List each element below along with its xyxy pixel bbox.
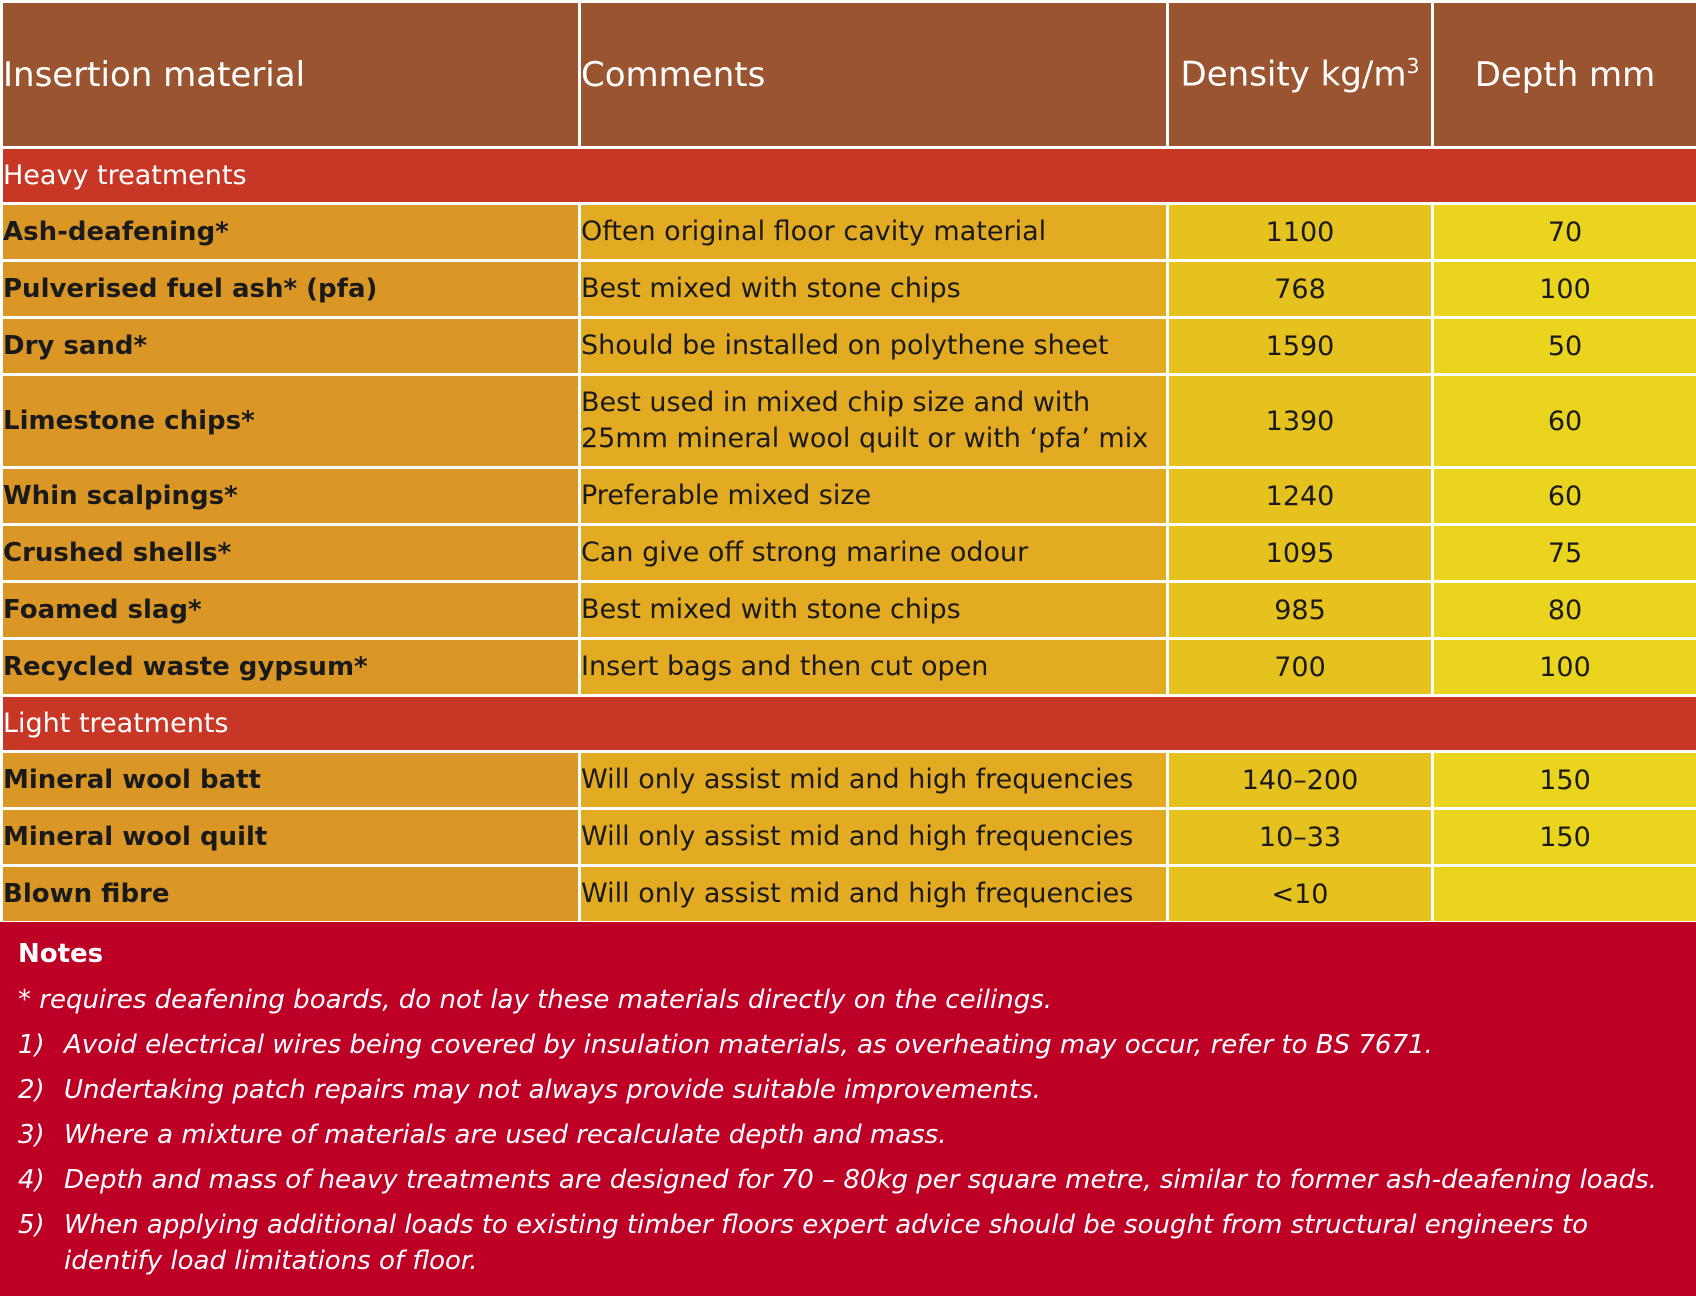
density-cell: 1240	[1168, 468, 1433, 525]
comment-cell: Can give off strong marine odour	[580, 525, 1168, 582]
note-number: 3)	[18, 1120, 45, 1150]
material-cell: Crushed shells*	[2, 525, 580, 582]
header-row	[2, 2, 1696, 148]
depth-cell: 60	[1433, 468, 1696, 525]
comment-cell: Should be installed on polythene sheet	[580, 318, 1168, 375]
note-number: 2)	[18, 1075, 45, 1105]
table-row	[2, 525, 1696, 582]
table-row	[2, 318, 1696, 375]
note-item	[18, 1027, 1666, 1063]
density-cell: 1095	[1168, 525, 1433, 582]
table-row	[2, 261, 1696, 318]
section-light-label: Light treatments	[2, 696, 1696, 752]
density-cell: 10–33	[1168, 809, 1433, 866]
material-cell: Blown fibre	[2, 866, 580, 923]
note-item	[18, 1072, 1666, 1108]
header-density-sup: 3	[1406, 54, 1420, 79]
table-row	[2, 468, 1696, 525]
material-cell: Ash-deafening*	[2, 204, 580, 261]
header-depth: Depth mm	[1433, 2, 1696, 148]
density-cell: 140–200	[1168, 752, 1433, 809]
header-density-label: Density kg/m	[1180, 54, 1407, 95]
comment-cell: Best mixed with stone chips	[580, 261, 1168, 318]
note-text: Undertaking patch repairs may not always provide suitable improvements.	[64, 1075, 1041, 1105]
comment-line-2: 25mm mineral wool quilt or with ‘pfa’ mix	[581, 423, 1149, 454]
table-row	[2, 582, 1696, 639]
depth-cell: 100	[1433, 639, 1696, 696]
comment-cell: Insert bags and then cut open	[580, 639, 1168, 696]
note-text: Avoid electrical wires being covered by insulation materials, as overheating may occur, refer to BS 7671.	[64, 1030, 1433, 1060]
material-cell: Dry sand*	[2, 318, 580, 375]
note-text: When applying additional loads to existing timber floors expert advice should be sought from structural engineers to identify load limitations of floor.	[64, 1210, 1588, 1276]
material-cell: Recycled waste gypsum*	[2, 639, 580, 696]
note-number: 1)	[18, 1030, 45, 1060]
table-row	[2, 639, 1696, 696]
note-number: 5)	[18, 1210, 45, 1240]
material-cell: Mineral wool batt	[2, 752, 580, 809]
header-material: Insertion material	[2, 2, 580, 148]
note-star: * requires deafening boards, do not lay these materials directly on the ceilings.	[18, 985, 1053, 1015]
table-row	[2, 809, 1696, 866]
material-cell: Whin scalpings*	[2, 468, 580, 525]
comment-cell	[580, 375, 1168, 468]
table-row	[2, 375, 1696, 468]
density-cell: 1100	[1168, 204, 1433, 261]
comment-cell: Will only assist mid and high frequencies	[580, 809, 1168, 866]
depth-cell: 150	[1433, 752, 1696, 809]
section-heavy-label: Heavy treatments	[2, 148, 1696, 204]
density-cell: 700	[1168, 639, 1433, 696]
note-number: 4)	[18, 1165, 45, 1195]
header-comments: Comments	[580, 2, 1168, 148]
notes-title: Notes	[18, 939, 104, 969]
comment-cell: Best mixed with stone chips	[580, 582, 1168, 639]
depth-cell: 60	[1433, 375, 1696, 468]
table-row	[2, 752, 1696, 809]
density-cell: 1590	[1168, 318, 1433, 375]
depth-cell	[1433, 866, 1696, 923]
depth-cell: 75	[1433, 525, 1696, 582]
table-row	[2, 204, 1696, 261]
density-cell: 1390	[1168, 375, 1433, 468]
note-item	[18, 1117, 1666, 1153]
density-cell: 985	[1168, 582, 1433, 639]
density-cell: 768	[1168, 261, 1433, 318]
note-text: Where a mixture of materials are used recalculate depth and mass.	[64, 1120, 947, 1150]
depth-cell: 150	[1433, 809, 1696, 866]
comment-cell: Will only assist mid and high frequencies	[580, 866, 1168, 923]
density-cell: <10	[1168, 866, 1433, 923]
note-item	[18, 1162, 1666, 1198]
notes-panel	[0, 922, 1696, 1296]
depth-cell: 50	[1433, 318, 1696, 375]
comment-line-1: Best used in mixed chip size and with	[581, 387, 1091, 418]
material-cell: Foamed slag*	[2, 582, 580, 639]
section-row-light	[2, 696, 1696, 752]
depth-cell: 100	[1433, 261, 1696, 318]
material-cell: Pulverised fuel ash* (pfa)	[2, 261, 580, 318]
note-item	[18, 1207, 1666, 1279]
material-cell: Limestone chips*	[2, 375, 580, 468]
material-cell: Mineral wool quilt	[2, 809, 580, 866]
comment-cell: Will only assist mid and high frequencies	[580, 752, 1168, 809]
table-row	[2, 866, 1696, 923]
comment-cell: Often original floor cavity material	[580, 204, 1168, 261]
header-density	[1168, 2, 1433, 148]
depth-cell: 70	[1433, 204, 1696, 261]
comment-cell: Preferable mixed size	[580, 468, 1168, 525]
note-text: Depth and mass of heavy treatments are designed for 70 – 80kg per square metre, similar to former ash-deafening loads.	[64, 1165, 1657, 1195]
section-row-heavy	[2, 148, 1696, 204]
depth-cell: 80	[1433, 582, 1696, 639]
